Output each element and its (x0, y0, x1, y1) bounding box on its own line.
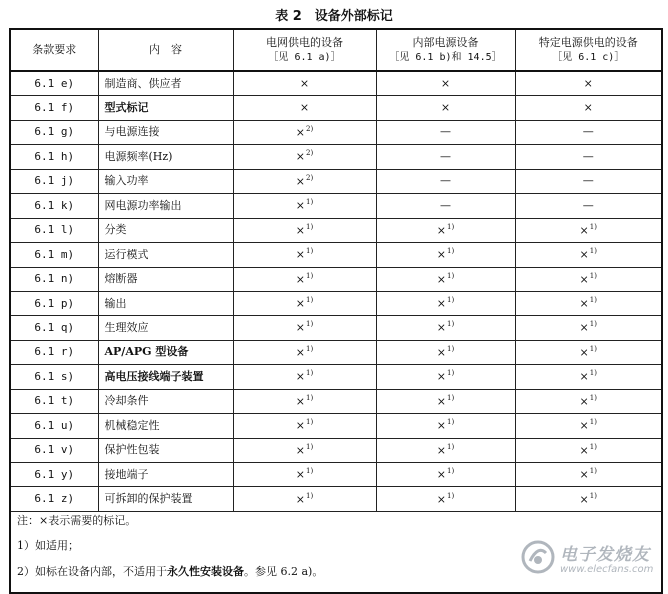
mains-mark-cell (233, 316, 376, 340)
clause-cell: 6.1 j) (10, 169, 98, 193)
specific-mark: × (583, 76, 593, 90)
specific-mark-cell (515, 267, 662, 291)
header-mains-ref: ［见 6.1 a)］ (268, 51, 341, 63)
specific-mark: × (579, 419, 589, 433)
internal-mark: × (436, 345, 447, 359)
internal-mark-cell (376, 169, 515, 193)
mains-mark: × (295, 150, 306, 164)
mains-mark-cell (233, 145, 376, 169)
header-mains (233, 29, 376, 71)
mains-footnote-ref: 1) (306, 344, 314, 353)
table-caption: 表 2 设备外部标记 (275, 9, 393, 24)
internal-mark: × (436, 297, 447, 310)
specific-footnote-ref: 1) (589, 442, 597, 451)
table-row (10, 71, 662, 96)
table-row (10, 96, 662, 120)
specific-mark-cell (515, 169, 662, 193)
mains-mark-cell (233, 120, 376, 144)
specific-mark: × (579, 345, 589, 359)
watermark (516, 533, 656, 585)
specific-footnote-ref: 1) (589, 344, 597, 353)
internal-mark-cell (376, 145, 515, 169)
specific-mark: × (579, 370, 589, 384)
clause-cell: 6.1 h) (10, 145, 98, 169)
table-row (10, 316, 662, 340)
internal-mark-cell (376, 194, 515, 218)
mains-mark: × (295, 272, 306, 286)
specific-mark-cell (515, 487, 662, 511)
mains-footnote-ref: 1) (306, 320, 314, 329)
internal-mark: × (436, 492, 447, 506)
specific-mark: × (579, 272, 589, 286)
specific-mark-cell (515, 291, 662, 315)
specific-mark: × (579, 394, 589, 408)
specific-footnote-ref: 1) (589, 271, 597, 280)
mains-footnote-ref: 2) (306, 149, 314, 158)
internal-footnote-ref: 1) (447, 271, 455, 280)
table-row (10, 487, 662, 511)
content-cell: 输出 (98, 291, 233, 315)
content-cell: 熔断器 (98, 267, 233, 291)
mains-mark-cell (233, 218, 376, 242)
clause-cell: 6.1 m) (10, 243, 98, 267)
internal-mark-cell (376, 463, 515, 487)
internal-mark-cell (376, 71, 515, 96)
clause-cell: 6.1 r) (10, 340, 98, 364)
internal-footnote-ref: 1) (447, 491, 455, 500)
mains-footnote-ref: 1) (306, 491, 314, 500)
mains-mark-cell (233, 365, 376, 389)
clause-cell: 6.1 e) (10, 71, 98, 96)
mains-footnote-ref: 2) (306, 173, 314, 182)
mains-mark: × (295, 321, 306, 335)
specific-mark-cell (515, 71, 662, 96)
watermark-url: www.elecfans.com (560, 564, 654, 575)
mains-mark: × (295, 297, 306, 310)
specific-mark-cell (515, 340, 662, 364)
mains-footnote-ref: 1) (306, 247, 314, 256)
internal-mark: × (436, 468, 447, 482)
table-row (10, 365, 662, 389)
internal-mark: — (440, 198, 451, 212)
mains-footnote-ref: 1) (306, 442, 314, 451)
mains-mark: × (299, 101, 310, 114)
specific-footnote-ref: 1) (589, 393, 597, 402)
table-body (10, 71, 662, 511)
internal-footnote-ref: 1) (447, 247, 455, 256)
note-line-3-bold: 永久性安装设备 (167, 564, 244, 578)
mains-mark: × (299, 76, 310, 90)
content-cell: 运行模式 (98, 243, 233, 267)
table-row (10, 414, 662, 438)
specific-mark-cell (515, 218, 662, 242)
mains-mark-cell (233, 463, 376, 487)
internal-footnote-ref: 1) (447, 369, 455, 378)
specific-footnote-ref: 1) (589, 491, 597, 500)
specific-mark-cell (515, 463, 662, 487)
clause-cell: 6.1 u) (10, 414, 98, 438)
specific-mark: × (579, 321, 589, 335)
internal-mark-cell (376, 340, 515, 364)
content-cell: 分类 (98, 218, 233, 242)
mains-mark-cell (233, 340, 376, 364)
mains-mark: × (295, 125, 306, 139)
header-specific-ref: ［见 6.1 c)］ (552, 51, 625, 63)
internal-mark-cell (376, 414, 515, 438)
header-content: 内 容 (98, 29, 233, 71)
internal-footnote-ref: 1) (447, 393, 455, 402)
internal-mark-cell (376, 316, 515, 340)
mains-mark: × (295, 394, 306, 408)
specific-footnote-ref: 1) (589, 247, 597, 256)
mains-mark: × (295, 370, 306, 384)
internal-mark-cell (376, 389, 515, 413)
clause-cell: 6.1 s) (10, 365, 98, 389)
specific-mark-cell (515, 414, 662, 438)
clause-cell: 6.1 t) (10, 389, 98, 413)
internal-mark: × (436, 370, 447, 384)
mains-footnote-ref: 1) (306, 369, 314, 378)
specific-mark-cell (515, 243, 662, 267)
specific-footnote-ref: 1) (589, 467, 597, 476)
mains-mark: × (295, 223, 306, 237)
content-cell: 高电压接线端子装置 (98, 365, 233, 389)
mains-footnote-ref: 1) (306, 271, 314, 280)
table-row (10, 438, 662, 462)
mains-footnote-ref: 1) (306, 222, 314, 231)
specific-mark-cell (515, 316, 662, 340)
specific-footnote-ref: 1) (589, 369, 597, 378)
specific-mark: × (579, 443, 589, 457)
mains-mark: × (295, 199, 306, 213)
watermark-text: 电子发烧友 (560, 545, 650, 565)
table-row (10, 218, 662, 242)
specific-mark: × (579, 223, 589, 237)
header-internal (376, 29, 515, 71)
mains-mark: × (295, 248, 306, 262)
content-cell: 冷却条件 (98, 389, 233, 413)
content-cell: 输入功率 (98, 169, 233, 193)
table-row (10, 291, 662, 315)
mains-mark-cell (233, 414, 376, 438)
specific-mark: × (579, 492, 589, 506)
internal-mark-cell (376, 487, 515, 511)
watermark-logo-icon (520, 539, 556, 575)
internal-mark-cell (376, 438, 515, 462)
mains-mark-cell (233, 438, 376, 462)
internal-mark: × (440, 76, 451, 90)
internal-mark: — (440, 125, 451, 139)
clause-cell: 6.1 n) (10, 267, 98, 291)
header-specific (515, 29, 662, 71)
specific-footnote-ref: 1) (589, 418, 597, 427)
mains-mark: × (295, 492, 306, 506)
mains-mark-cell (233, 267, 376, 291)
specific-mark-cell (515, 438, 662, 462)
content-cell: 保护性包装 (98, 438, 233, 462)
specific-mark: × (579, 468, 589, 482)
clause-cell: 6.1 l) (10, 218, 98, 242)
internal-footnote-ref: 1) (447, 442, 455, 451)
internal-mark: × (436, 394, 447, 408)
table-row (10, 340, 662, 364)
mains-footnote-ref: 1) (306, 393, 314, 402)
mains-mark-cell (233, 194, 376, 218)
internal-mark-cell (376, 218, 515, 242)
clause-cell: 6.1 f) (10, 96, 98, 120)
mains-footnote-ref: 1) (306, 296, 314, 304)
marking-table (9, 28, 663, 594)
internal-mark-cell (376, 243, 515, 267)
mains-mark: × (295, 174, 306, 188)
specific-mark: — (582, 198, 594, 212)
clause-cell: 6.1 y) (10, 463, 98, 487)
internal-mark-cell (376, 365, 515, 389)
header-internal-label: 内部电源设备 (412, 36, 479, 50)
table-row (10, 463, 662, 487)
table-row (10, 145, 662, 169)
content-cell: 机械稳定性 (98, 414, 233, 438)
content-cell: AP/APG 型设备 (98, 340, 233, 364)
table-header-row (10, 29, 662, 71)
internal-mark-cell (376, 291, 515, 315)
internal-mark-cell (376, 96, 515, 120)
internal-footnote-ref: 1) (447, 418, 455, 427)
clause-cell: 6.1 p) (10, 291, 98, 315)
specific-mark-cell (515, 120, 662, 144)
specific-mark-cell (515, 145, 662, 169)
content-cell: 型式标记 (98, 96, 233, 120)
clause-cell: 6.1 k) (10, 194, 98, 218)
note-line-3-a: 2）如标在设备内部，不适用于 (17, 564, 167, 578)
clause-cell: 6.1 v) (10, 438, 98, 462)
table-row (10, 267, 662, 291)
mains-footnote-ref: 1) (306, 418, 314, 427)
specific-mark: × (583, 101, 593, 114)
content-cell: 可拆卸的保护装置 (98, 487, 233, 511)
note-line-1: 注：×表示需要的标记。 (17, 513, 137, 527)
mains-mark: × (295, 345, 306, 359)
mains-mark-cell (233, 96, 376, 120)
specific-footnote-ref: 1) (589, 222, 597, 231)
internal-mark: × (440, 101, 451, 114)
header-specific-label: 特定电源供电的设备 (538, 36, 638, 50)
content-cell: 与电源连接 (98, 120, 233, 144)
clause-cell: 6.1 z) (10, 487, 98, 511)
specific-mark: — (582, 125, 594, 139)
internal-footnote-ref: 1) (447, 222, 455, 231)
internal-footnote-ref: 1) (447, 344, 455, 353)
mains-mark: × (295, 443, 306, 457)
mains-mark-cell (233, 389, 376, 413)
internal-footnote-ref: 1) (447, 467, 455, 476)
internal-mark-cell (376, 267, 515, 291)
clause-cell: 6.1 g) (10, 120, 98, 144)
specific-footnote-ref: 1) (589, 296, 597, 304)
specific-mark: × (579, 248, 589, 262)
content-cell: 电源频率(Hz) (98, 145, 233, 169)
content-cell: 接地端子 (98, 463, 233, 487)
header-clause: 条款要求 (10, 29, 98, 71)
header-mains-label: 电网供电的设备 (266, 36, 343, 50)
header-internal-ref: ［见 6.1 b)和 14.5］ (389, 51, 502, 63)
internal-mark: × (436, 248, 447, 262)
mains-mark: × (295, 419, 306, 433)
specific-mark-cell (515, 194, 662, 218)
note-line-2: 1）如适用； (17, 539, 79, 553)
mains-mark-cell (233, 243, 376, 267)
internal-mark: × (436, 419, 447, 433)
table-row (10, 194, 662, 218)
note-line-3-c: 。参见 6.2 a)。 (244, 564, 324, 578)
internal-footnote-ref: 1) (447, 296, 455, 304)
internal-mark: — (440, 149, 451, 163)
specific-mark: — (582, 149, 594, 163)
content-cell: 生理效应 (98, 316, 233, 340)
internal-mark: × (436, 223, 447, 237)
internal-mark: — (440, 174, 451, 188)
table-row (10, 243, 662, 267)
specific-mark-cell (515, 96, 662, 120)
specific-mark: — (582, 174, 594, 188)
specific-mark-cell (515, 365, 662, 389)
table-row (10, 389, 662, 413)
table-row (10, 169, 662, 193)
mains-mark: × (295, 468, 306, 482)
specific-footnote-ref: 1) (589, 320, 597, 329)
internal-mark: × (436, 321, 447, 335)
mains-mark-cell (233, 169, 376, 193)
content-cell: 网电源功率输出 (98, 194, 233, 218)
mains-footnote-ref: 2) (306, 124, 314, 133)
internal-mark-cell (376, 120, 515, 144)
specific-mark-cell (515, 389, 662, 413)
mains-mark-cell (233, 291, 376, 315)
mains-footnote-ref: 1) (306, 467, 314, 476)
internal-mark: × (436, 443, 447, 457)
table-row (10, 120, 662, 144)
mains-mark-cell (233, 487, 376, 511)
clause-cell: 6.1 q) (10, 316, 98, 340)
content-cell: 制造商、供应者 (98, 71, 233, 96)
mains-mark-cell (233, 71, 376, 96)
specific-mark: × (579, 297, 589, 310)
mains-footnote-ref: 1) (306, 198, 314, 207)
internal-footnote-ref: 1) (447, 320, 455, 329)
internal-mark: × (436, 272, 447, 286)
